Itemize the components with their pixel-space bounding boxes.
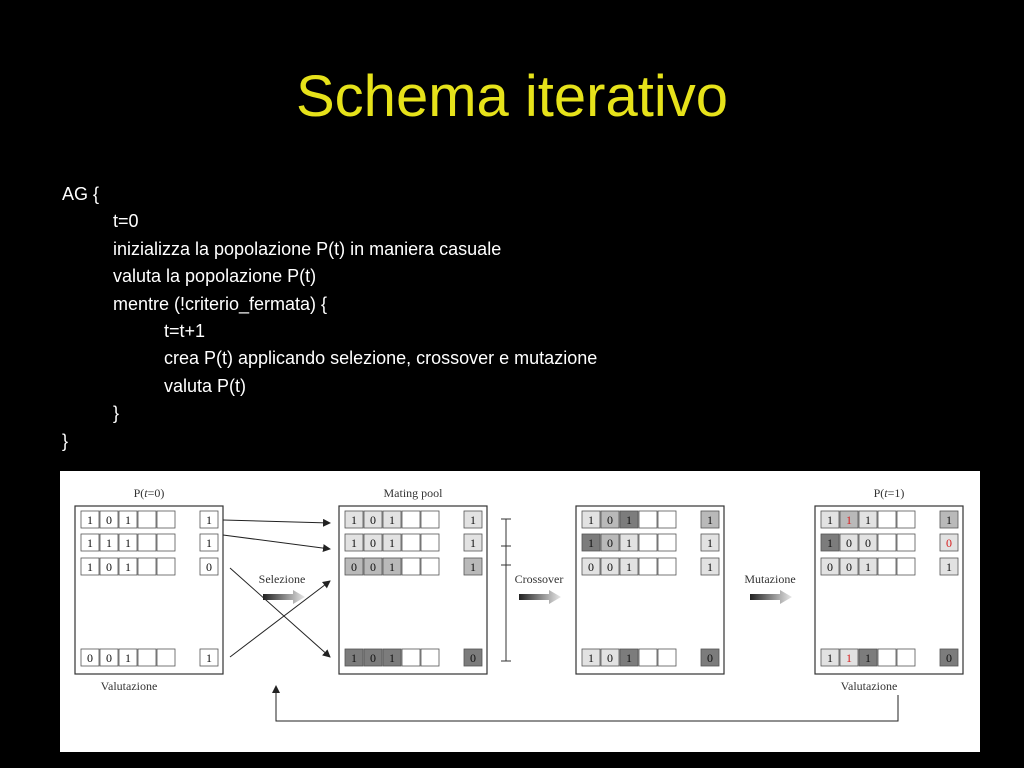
chromosome-cell bbox=[157, 511, 175, 528]
gene-value: 1 bbox=[206, 513, 212, 527]
chromosome-cell bbox=[157, 649, 175, 666]
title-part: P( bbox=[873, 486, 885, 500]
chromosome-cell bbox=[658, 649, 676, 666]
gene-value: 1 bbox=[626, 513, 632, 527]
chromosome-cell bbox=[897, 534, 915, 551]
gene-value: 1 bbox=[389, 560, 395, 574]
gene-value: 0 bbox=[588, 560, 594, 574]
gene-value: 1 bbox=[707, 560, 713, 574]
gene-value: 1 bbox=[946, 560, 952, 574]
gene-value: 1 bbox=[125, 513, 131, 527]
gene-value: 1 bbox=[946, 513, 952, 527]
title-part: =1) bbox=[887, 486, 905, 500]
chromosome-cell bbox=[658, 558, 676, 575]
diagram-svg bbox=[60, 471, 980, 752]
chromosome-cell bbox=[639, 511, 657, 528]
gene-value: 0 bbox=[351, 560, 357, 574]
gene-value: 1 bbox=[626, 536, 632, 550]
gene-value: 1 bbox=[206, 651, 212, 665]
title-part: t bbox=[144, 486, 148, 500]
gene-value: 1 bbox=[351, 651, 357, 665]
gene-value: 0 bbox=[370, 560, 376, 574]
gene-value: 1 bbox=[588, 536, 594, 550]
gene-value: 1 bbox=[351, 536, 357, 550]
gene-value: 1 bbox=[588, 651, 594, 665]
chromosome-cell bbox=[138, 534, 156, 551]
gene-value: 1 bbox=[206, 536, 212, 550]
gene-value: 0 bbox=[707, 651, 713, 665]
chromosome-cell bbox=[897, 511, 915, 528]
title-part: P( bbox=[133, 486, 145, 500]
code-line: valuta la popolazione P(t) bbox=[113, 266, 317, 287]
chromosome-cell bbox=[658, 534, 676, 551]
chromosome-cell bbox=[639, 534, 657, 551]
chromosome-cell bbox=[897, 649, 915, 666]
code-line: valuta P(t) bbox=[164, 375, 247, 396]
title-part: t bbox=[884, 486, 888, 500]
gene-value: 1 bbox=[827, 651, 833, 665]
chromosome-cell bbox=[421, 511, 439, 528]
pair-bracket bbox=[501, 546, 511, 661]
gene-value: 0 bbox=[370, 536, 376, 550]
step-arrow bbox=[519, 590, 561, 604]
evaluation-label: Valutazione bbox=[100, 679, 158, 693]
gene-value: 1 bbox=[125, 536, 131, 550]
gene-value: 1 bbox=[827, 536, 833, 550]
step-label: Selezione bbox=[258, 572, 306, 586]
code-line: } bbox=[113, 403, 120, 424]
code-line: AG { bbox=[62, 184, 100, 204]
step-arrow bbox=[263, 590, 305, 604]
gene-value: 0 bbox=[846, 560, 852, 574]
gene-value: 0 bbox=[607, 536, 613, 550]
code-line: t=0 bbox=[113, 211, 139, 232]
gene-value: 1 bbox=[707, 513, 713, 527]
selection-arrow bbox=[223, 535, 330, 549]
code-line: } bbox=[62, 430, 69, 451]
chromosome-cell bbox=[878, 558, 896, 575]
gene-value: 1 bbox=[87, 560, 93, 574]
gene-value: 1 bbox=[626, 560, 632, 574]
gene-value: 1 bbox=[87, 513, 93, 527]
gene-value: 1 bbox=[470, 513, 476, 527]
chromosome-cell bbox=[138, 511, 156, 528]
selection-arrow bbox=[223, 520, 330, 523]
gene-value: 1 bbox=[588, 513, 594, 527]
gene-value: 0 bbox=[946, 536, 952, 550]
gene-value: 1 bbox=[106, 536, 112, 550]
chromosome-cell bbox=[157, 534, 175, 551]
chromosome-cell bbox=[421, 534, 439, 551]
gene-value: 0 bbox=[106, 651, 112, 665]
gene-value: 0 bbox=[827, 560, 833, 574]
gene-value: 1 bbox=[389, 536, 395, 550]
pseudocode-block bbox=[62, 181, 597, 455]
gene-value: 0 bbox=[946, 651, 952, 665]
gene-value: 0 bbox=[370, 513, 376, 527]
gene-value: 1 bbox=[87, 536, 93, 550]
gene-value: 1 bbox=[470, 536, 476, 550]
code-line: t=t+1 bbox=[164, 320, 206, 341]
chromosome-cell bbox=[402, 649, 420, 666]
step-label: Mutazione bbox=[744, 572, 796, 586]
panel-title bbox=[874, 486, 905, 500]
chromosome-cell bbox=[878, 534, 896, 551]
gene-value: 0 bbox=[607, 560, 613, 574]
gene-value: 1 bbox=[846, 651, 852, 665]
gene-value: 1 bbox=[846, 513, 852, 527]
gene-value: 0 bbox=[607, 651, 613, 665]
chromosome-cell bbox=[402, 558, 420, 575]
gene-value: 1 bbox=[865, 560, 871, 574]
gene-value: 0 bbox=[607, 513, 613, 527]
gene-value: 1 bbox=[827, 513, 833, 527]
gene-value: 1 bbox=[351, 513, 357, 527]
chromosome-cell bbox=[878, 511, 896, 528]
chromosome-cell bbox=[639, 558, 657, 575]
chromosome-cell bbox=[897, 558, 915, 575]
chromosome-cell bbox=[658, 511, 676, 528]
chromosome-cell bbox=[402, 534, 420, 551]
code-line: crea P(t) applicando selezione, crossover e mutazione bbox=[164, 348, 598, 369]
gene-value: 1 bbox=[389, 651, 395, 665]
gene-value: 0 bbox=[87, 651, 93, 665]
gene-value: 0 bbox=[846, 536, 852, 550]
gene-value: 0 bbox=[106, 513, 112, 527]
step-label: Crossover bbox=[514, 572, 564, 586]
gene-value: 1 bbox=[470, 560, 476, 574]
chromosome-cell bbox=[402, 511, 420, 528]
gene-value: 0 bbox=[106, 560, 112, 574]
genetic-algorithm-diagram bbox=[60, 471, 980, 752]
chromosome-cell bbox=[421, 649, 439, 666]
gene-value: 1 bbox=[865, 651, 871, 665]
chromosome-cell bbox=[138, 558, 156, 575]
gene-value: 1 bbox=[125, 651, 131, 665]
gene-value: 0 bbox=[370, 651, 376, 665]
title-part: =0) bbox=[147, 486, 165, 500]
panel-title: Mating pool bbox=[383, 486, 443, 500]
chromosome-cell bbox=[157, 558, 175, 575]
evaluation-label: Valutazione bbox=[840, 679, 898, 693]
gene-value: 0 bbox=[865, 536, 871, 550]
chromosome-cell bbox=[878, 649, 896, 666]
chromosome-cell bbox=[138, 649, 156, 666]
code-line: mentre (!criterio_fermata) { bbox=[113, 293, 328, 314]
gene-value: 1 bbox=[125, 560, 131, 574]
gene-value: 1 bbox=[865, 513, 871, 527]
feedback-loop-arrow bbox=[276, 686, 898, 721]
chromosome-cell bbox=[639, 649, 657, 666]
gene-value: 0 bbox=[470, 651, 476, 665]
step-arrow bbox=[750, 590, 792, 604]
code-line: inizializza la popolazione P(t) in maniera casuale bbox=[113, 238, 502, 259]
slide-title: Schema iterativo bbox=[296, 64, 728, 129]
panel-title bbox=[134, 486, 165, 500]
gene-value: 1 bbox=[626, 651, 632, 665]
gene-value: 0 bbox=[206, 560, 212, 574]
gene-value: 1 bbox=[707, 536, 713, 550]
chromosome-cell bbox=[421, 558, 439, 575]
gene-value: 1 bbox=[389, 513, 395, 527]
selection-arrow bbox=[230, 581, 330, 657]
